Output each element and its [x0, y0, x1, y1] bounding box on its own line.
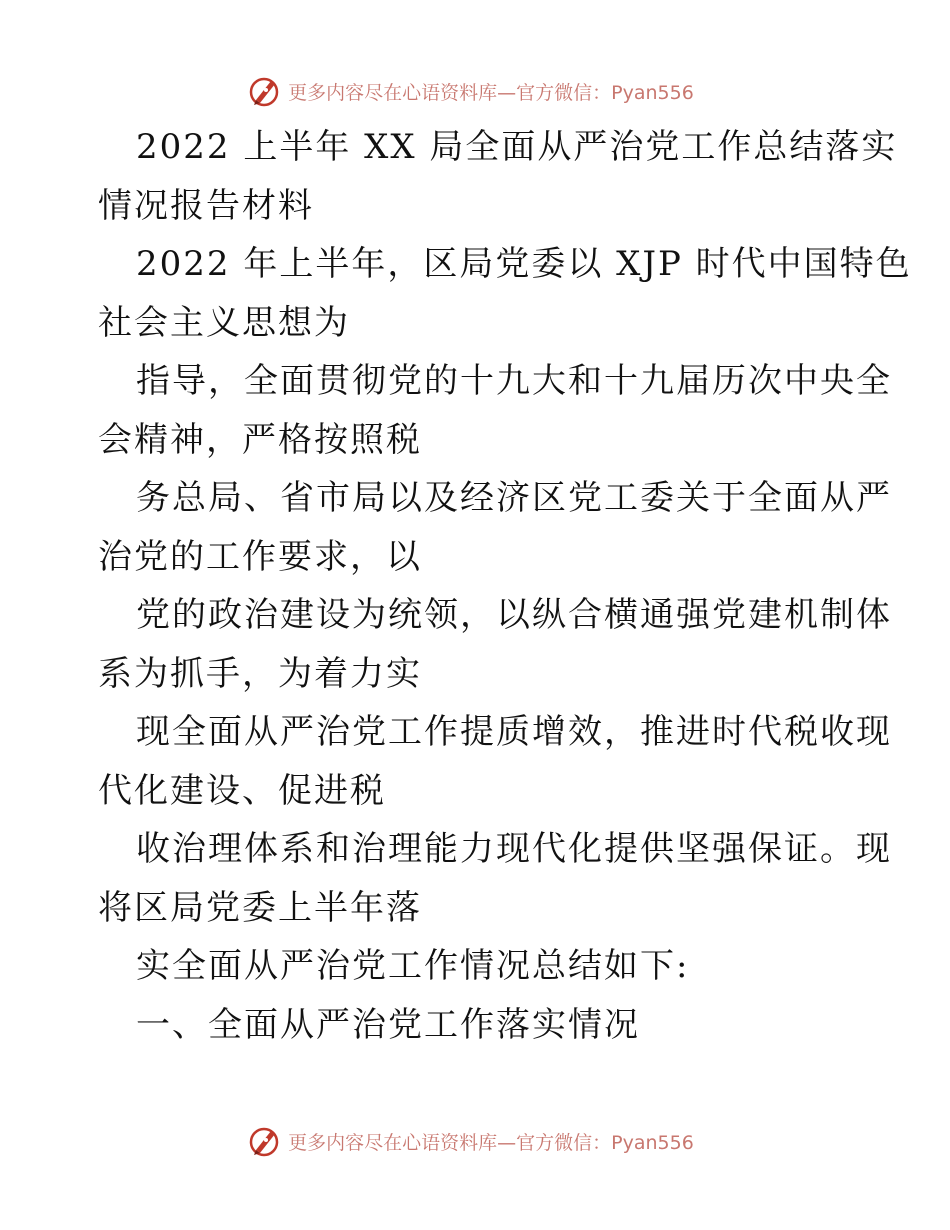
- paragraph-line: 指导，全面贯彻党的十九大和十九届历次中央全: [136, 361, 892, 401]
- paragraph-line: 治党的工作要求，以: [98, 536, 422, 577]
- paragraph-line: 系为抓手，为着力实: [98, 653, 422, 694]
- title-line-1: 2022 上半年 XX 局全面从严治党工作总结落实: [136, 127, 898, 167]
- footer-watermark: [0, 1121, 950, 1161]
- paragraph-line: 党的政治建设为统领，以纵合横通强党建机制体: [136, 595, 892, 635]
- paragraph-line: 会精神，严格按照税: [98, 419, 422, 460]
- paragraph-line: 将区局党委上半年落: [98, 887, 422, 928]
- pen-logo-icon: [246, 73, 282, 109]
- paragraph-line: 务总局、省市局以及经济区党工委关于全面从严: [136, 478, 892, 518]
- watermark-text: 更多内容尽在心语资料库—官方微信：Pyan556: [288, 81, 694, 104]
- section-heading: 一、全面从严治党工作落实情况: [136, 1004, 640, 1045]
- paragraph-line: 2022 年上半年，区局党委以 XJP 时代中国特色: [136, 244, 912, 284]
- paragraph-line: 实全面从严治党工作情况总结如下:: [136, 946, 690, 986]
- paragraph-line: 社会主义思想为: [98, 302, 350, 343]
- document-body: [98, 118, 912, 1054]
- title-line-2: 情况报告材料: [98, 185, 314, 226]
- pen-logo-icon: [246, 1123, 282, 1159]
- watermark-text: 更多内容尽在心语资料库—官方微信：Pyan556: [288, 1131, 694, 1154]
- header-watermark: [0, 71, 950, 111]
- paragraph-line: 现全面从严治党工作提质增效，推进时代税收现: [136, 712, 892, 752]
- paragraph-line: 代化建设、促进税: [98, 770, 386, 811]
- paragraph-line: 收治理体系和治理能力现代化提供坚强保证。现: [136, 829, 892, 869]
